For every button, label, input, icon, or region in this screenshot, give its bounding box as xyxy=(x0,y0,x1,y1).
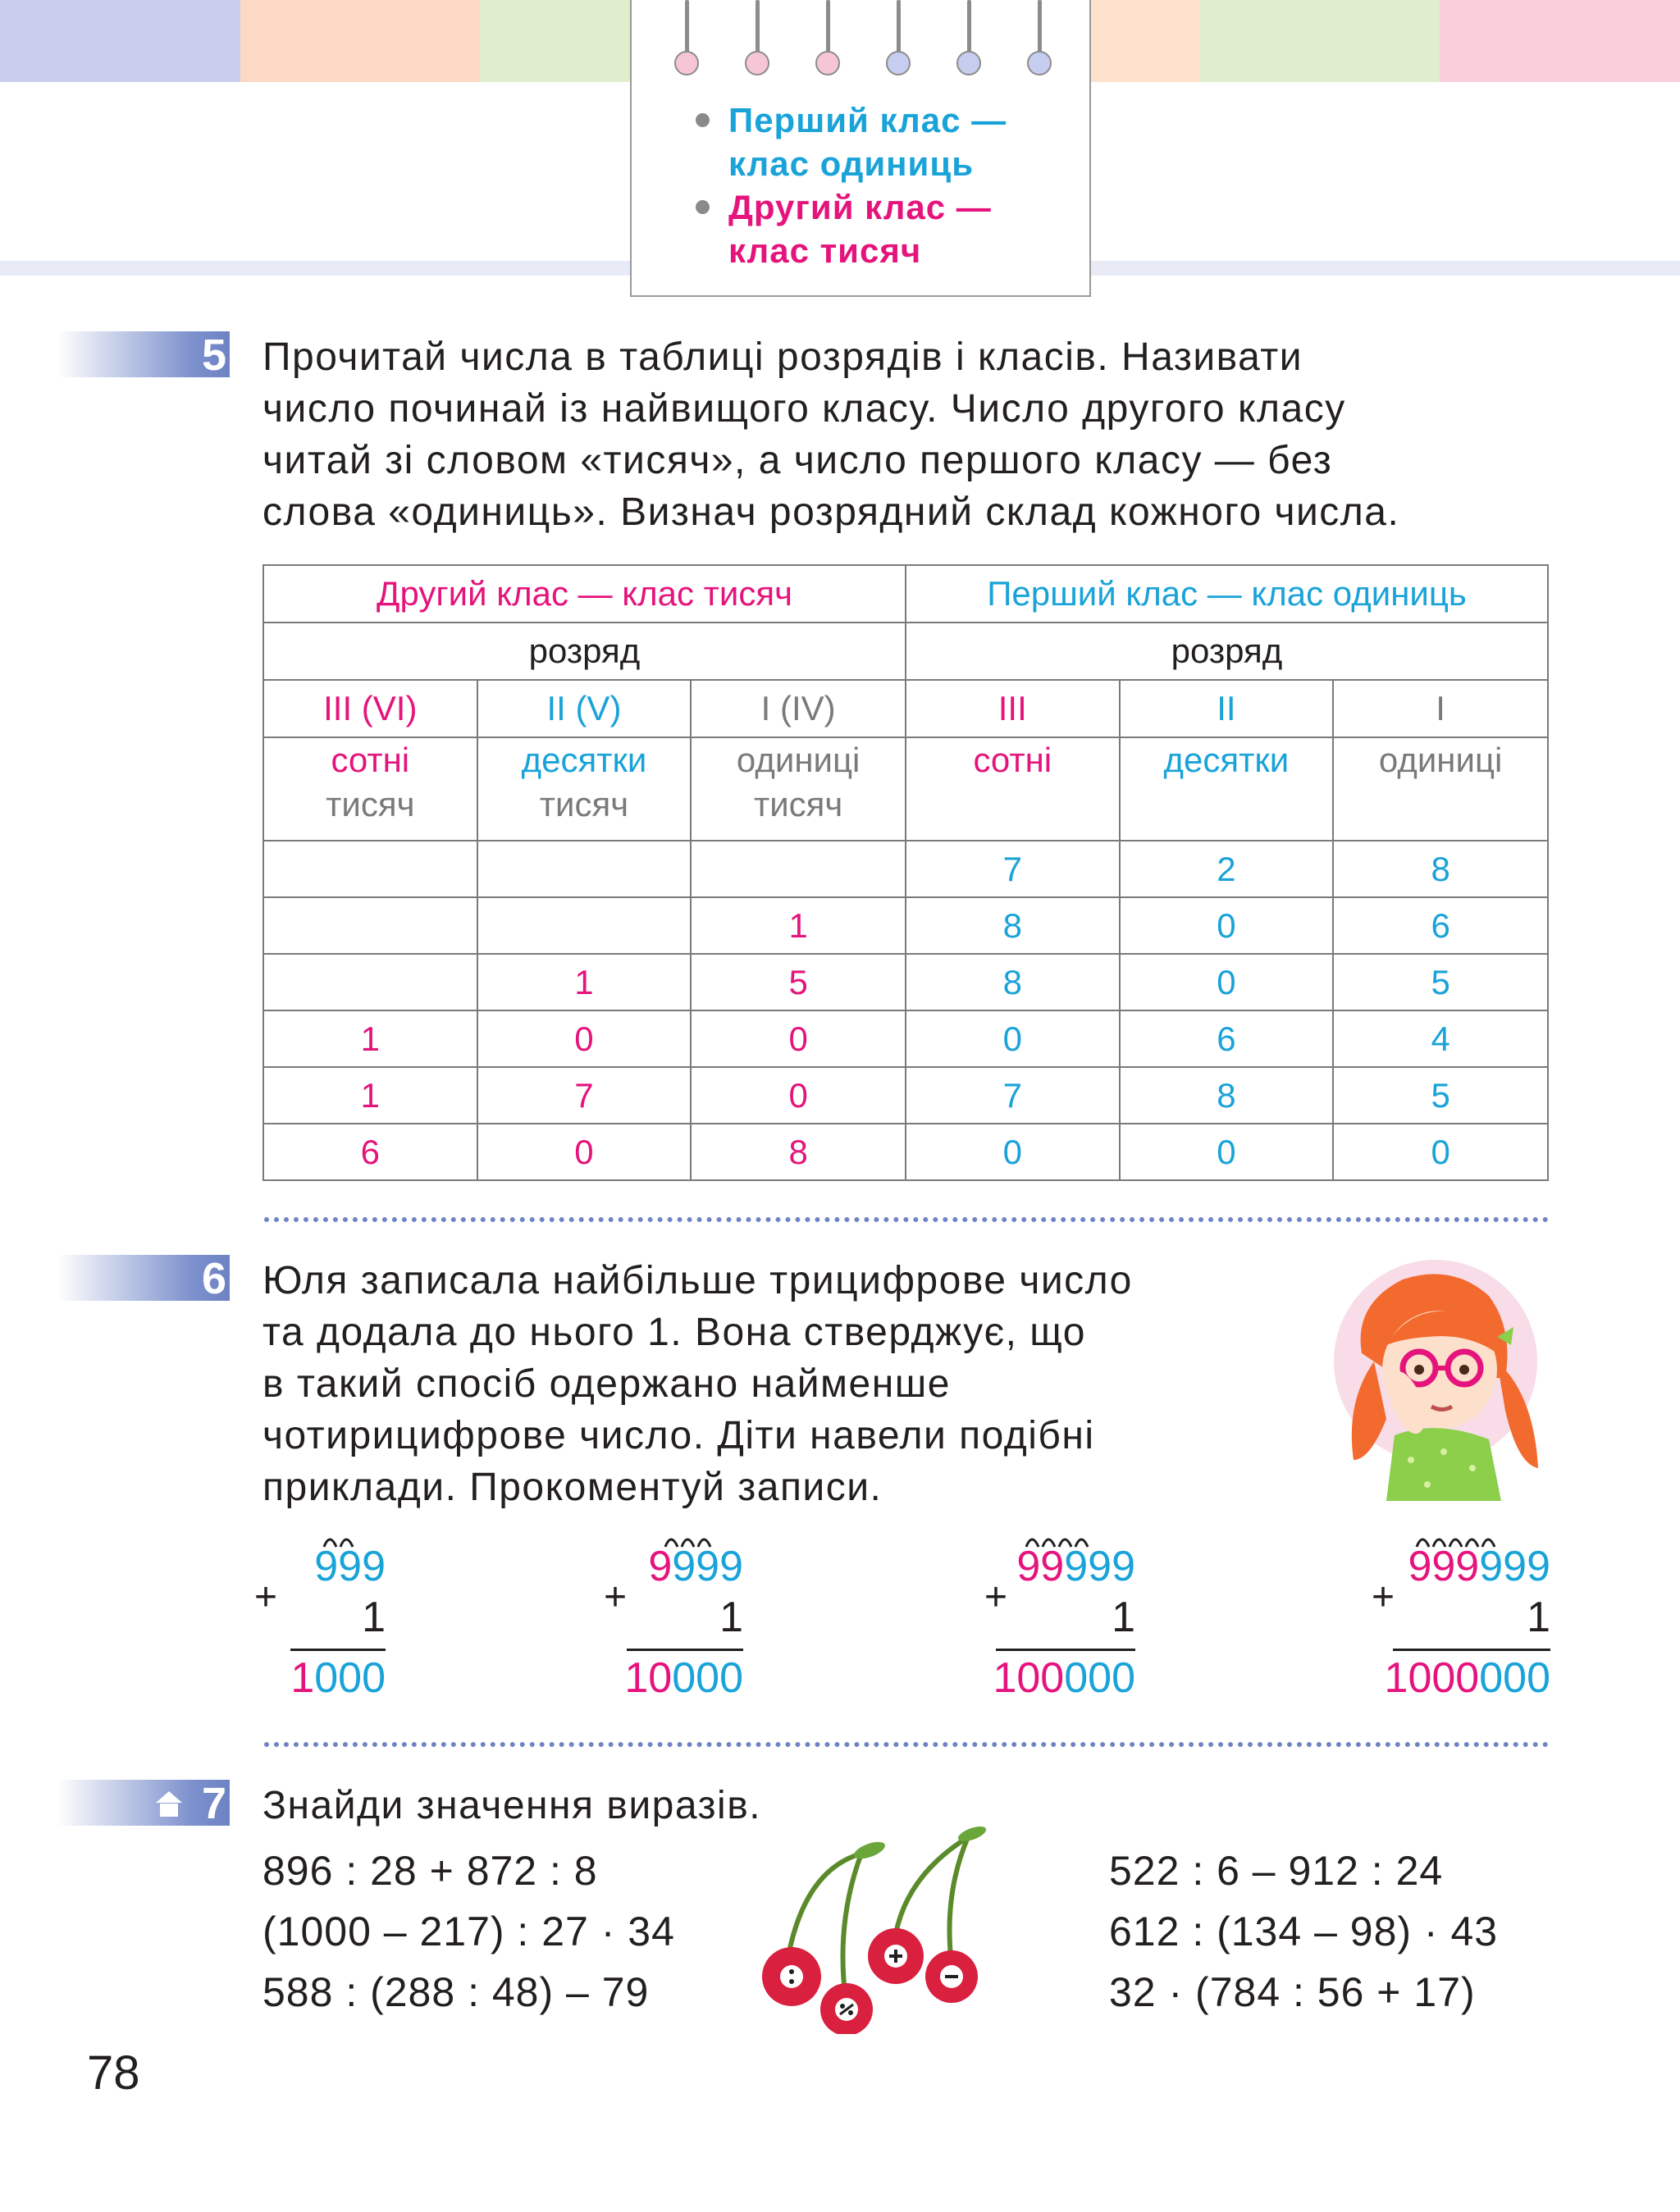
bullet-icon xyxy=(696,200,710,214)
spiral-ring xyxy=(1027,0,1052,82)
note-item-first-class: Перший клас — клас одиниць xyxy=(692,98,1007,185)
column-addition: + 999999 1 1000000 xyxy=(1372,1542,1550,1706)
label-cell: одиниці тисяч xyxy=(691,737,906,841)
column-addition: + 9999 1 10000 xyxy=(604,1542,743,1706)
spiral-ring xyxy=(886,0,911,82)
rank-header: розряд xyxy=(906,623,1548,680)
table-label-row xyxy=(263,737,1548,841)
section-divider xyxy=(264,1217,1549,1222)
expression: 588 : (288 : 48) – 79 xyxy=(262,1969,650,2015)
rank-cell: I (IV) xyxy=(691,680,906,737)
cherries-illustration xyxy=(755,1821,1001,2034)
table-row: 7 2 8 xyxy=(263,841,1548,897)
table-row: 1 7 0 7 8 5 xyxy=(263,1067,1548,1124)
expressions-right xyxy=(1109,1840,1498,2023)
expression: 896 : 28 + 872 : 8 xyxy=(262,1848,598,1894)
rank-header: розряд xyxy=(263,623,906,680)
bullet-icon xyxy=(696,113,710,127)
label-cell: сотні xyxy=(906,737,1120,841)
note-item-second-class: Другий клас — клас тисяч xyxy=(692,185,1007,272)
table-row: 1 0 0 0 6 4 xyxy=(263,1010,1548,1067)
task-number: 6 xyxy=(201,1254,226,1303)
spiral-ring xyxy=(956,0,981,82)
expression: (1000 – 217) : 27 · 34 xyxy=(262,1909,675,1954)
girl-illustration xyxy=(1329,1255,1552,1501)
table-rank-title-row xyxy=(263,623,1548,680)
expression: 32 · (784 : 56 + 17) xyxy=(1109,1969,1476,2015)
task-7-tab xyxy=(57,1780,230,1826)
spiral-ring xyxy=(815,0,840,82)
table-row: 1 5 8 0 5 xyxy=(263,954,1548,1010)
table-class-row xyxy=(263,565,1548,623)
table-rank-row xyxy=(263,680,1548,737)
task-7-text: Знайди значення виразів. xyxy=(262,1784,762,1827)
class-thousands-header: Другий клас — клас тисяч xyxy=(263,565,906,623)
note-list xyxy=(692,98,1007,272)
rank-cell: II xyxy=(1120,680,1334,737)
rank-cell: III xyxy=(906,680,1120,737)
table-row: 1 8 0 6 xyxy=(263,897,1548,954)
label-cell: сотні тисяч xyxy=(263,737,477,841)
page-number: 78 xyxy=(87,2046,140,2100)
note-card xyxy=(630,0,1091,297)
rank-cell: III (VI) xyxy=(263,680,477,737)
rank-cell: I xyxy=(1333,680,1548,737)
task-number: 5 xyxy=(201,331,226,380)
task-6-tab xyxy=(57,1255,230,1301)
column-addition: + 99999 1 100000 xyxy=(984,1542,1135,1706)
label-cell: десятки xyxy=(1120,737,1334,841)
task-number: 7 xyxy=(201,1779,226,1828)
label-cell: десятки тисяч xyxy=(477,737,692,841)
table-row: 6 0 8 0 0 0 xyxy=(263,1124,1548,1180)
expressions-left xyxy=(262,1840,675,2023)
section-divider xyxy=(264,1742,1549,1747)
label-cell: одиниці xyxy=(1333,737,1548,841)
class-units-header: Перший клас — клас одиниць xyxy=(906,565,1548,623)
task-5-text: Прочитай числа в таблиці розрядів і класів. Називати число починай із найвищого класу. Число другого класу читай зі словом «тисяч», а число першого класу — без слова «одиниць». Визнач розрядний склад кожного числа. xyxy=(262,335,1400,534)
house-icon xyxy=(154,1790,184,1817)
spiral-ring xyxy=(745,0,769,82)
task-6-text: Юля записала найбільше трицифрове число та додала до нього 1. Вона стверджує, що в такий спосіб одержано найменше чотирицифрове число. Діти навели подібні приклади. Прокоментуй записи. xyxy=(262,1259,1133,1509)
place-value-table xyxy=(262,564,1549,1181)
rank-cell: II (V) xyxy=(477,680,692,737)
task-5-tab xyxy=(57,331,230,380)
spiral-ring xyxy=(674,0,699,82)
expression: 612 : (134 – 98) · 43 xyxy=(1109,1909,1499,1954)
column-addition: + 999 1 1000 xyxy=(254,1542,386,1706)
expression: 522 : 6 – 912 : 24 xyxy=(1109,1848,1444,1894)
